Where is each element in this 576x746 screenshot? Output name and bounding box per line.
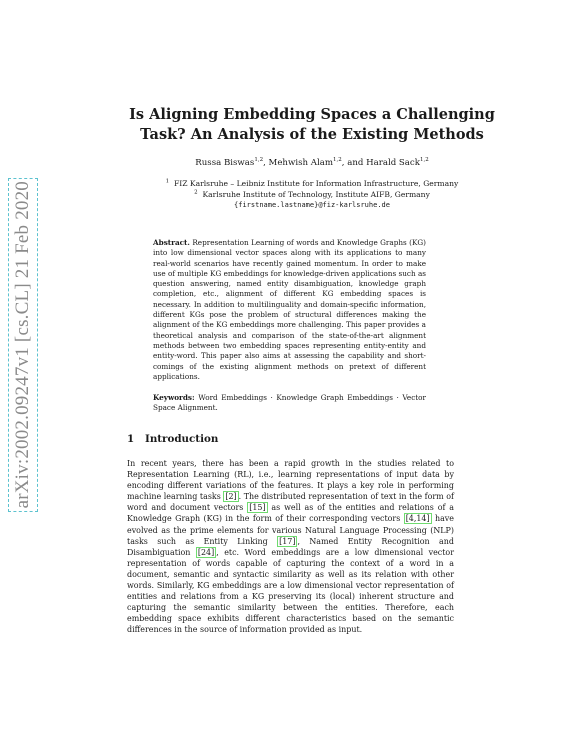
body-text: In recent years, there has been a rapid growth in the studies related to Representation Learning (RL), i.e., learning representations of input data by encoding different variations of the features. It plays a key role in performing machine learning tasks xyxy=(127,459,454,502)
affiliation-text: Karlsruhe Institute of Technology, Institute AIFB, Germany xyxy=(202,189,430,199)
keywords-label: Keywords: xyxy=(153,393,195,402)
body-text: have evolved as the prime elements for various Natural Language Processing (NLP) tasks such as Entity Linking xyxy=(127,514,454,546)
citation-link[interactable]: [17] xyxy=(279,536,296,546)
arxiv-id: arXiv:2002.09247v1 [cs.CL] 21 Feb 2020 xyxy=(12,181,33,509)
title-line-2: Task? An Analysis of the Existing Methods xyxy=(140,126,484,143)
author-affil-marker: 1,2 xyxy=(332,157,342,164)
affil-marker: 1 xyxy=(165,178,170,185)
citation-link[interactable]: [15] xyxy=(249,503,266,513)
citation-link[interactable]: [2] xyxy=(225,492,237,502)
author-affil-marker: 1,2 xyxy=(419,157,429,164)
affil-marker: 2 xyxy=(194,189,198,196)
author-name: Russa Biswas xyxy=(195,158,255,168)
intro-paragraph xyxy=(127,458,454,636)
author-affil-marker: 1,2 xyxy=(254,157,264,164)
affiliation-2 xyxy=(100,190,524,201)
affiliations xyxy=(100,179,524,211)
author-list xyxy=(100,158,524,168)
keywords xyxy=(153,393,426,414)
author-email: {firstname.lastname}@fiz-karlsruhe.de xyxy=(234,201,390,210)
arxiv-stamp xyxy=(8,178,38,512)
author-separator: , xyxy=(263,158,269,168)
citation-link[interactable]: [24] xyxy=(197,547,215,557)
abstract-text: Representation Learning of words and Knowledge Graphs (KG) into low dimensional vector spaces along with its applications to many real-world scenarios have recently gained momentum. In order to make use of multiple KG embeddings for knowledge-driven applications such as question answering, named entity disambiguation, knowledge graph completion, etc., alignment of different KG embedding spaces is necessary. In addition to multilinguality and domain-specific information, different KGs pose the problem of structural differences making the alignment of the KG embeddings more challenging. This paper provides a theoretical analysis and comparison of the state-of-the-art alignment methods between two embedding spaces representing entity-entity and entity-word. This paper also aims at assessing the capability and short-comings of the existing alignment methods on pretext of different applications. xyxy=(153,238,427,381)
author-separator: , and xyxy=(341,158,367,168)
body-text: . The distributed representation of text in the form of word and document vectors xyxy=(127,492,454,513)
body-text: , etc. Word embeddings are a low dimensional vector representation of words capable of capturing the context of a word in a document, semantic and syntactic similarity as well as its relation with other words. Similarly, KG embeddings are a low dimensional vector representation of entities and relations from a KG preserving its (local) inherent structure and capturing the semantic similarity between the entities. Therefore, each embedding space exhibits different characteristics based on the semantic differences in the source of information provided as input. xyxy=(127,547,454,635)
affiliation-text: FIZ Karlsruhe – Leibniz Institute for Information Infrastructure, Germany xyxy=(173,179,459,188)
abstract xyxy=(153,238,426,382)
citation-link[interactable]: [4,14] xyxy=(405,514,430,524)
author-name: Mehwish Alam xyxy=(268,158,333,168)
section-heading xyxy=(127,433,218,445)
section-title: Introduction xyxy=(145,433,219,445)
body-text: as well as of the entities and relations of a Knowledge Graph (KG) in the form of their corresponding vectors xyxy=(127,503,455,524)
keywords-text: Word Embeddings · Knowledge Graph Embeddings · Vector Space Alignment. xyxy=(153,393,427,413)
section-number: 1 xyxy=(127,433,135,445)
title-line-1: Is Aligning Embedding Spaces a Challenging xyxy=(129,106,495,123)
paper-title xyxy=(100,105,524,145)
body-text: , Named Entity Recognition and Disambiguation xyxy=(127,536,454,557)
affiliation-1 xyxy=(100,179,524,190)
author-name: Harald Sack xyxy=(366,158,420,168)
abstract-label: Abstract. xyxy=(153,238,190,247)
